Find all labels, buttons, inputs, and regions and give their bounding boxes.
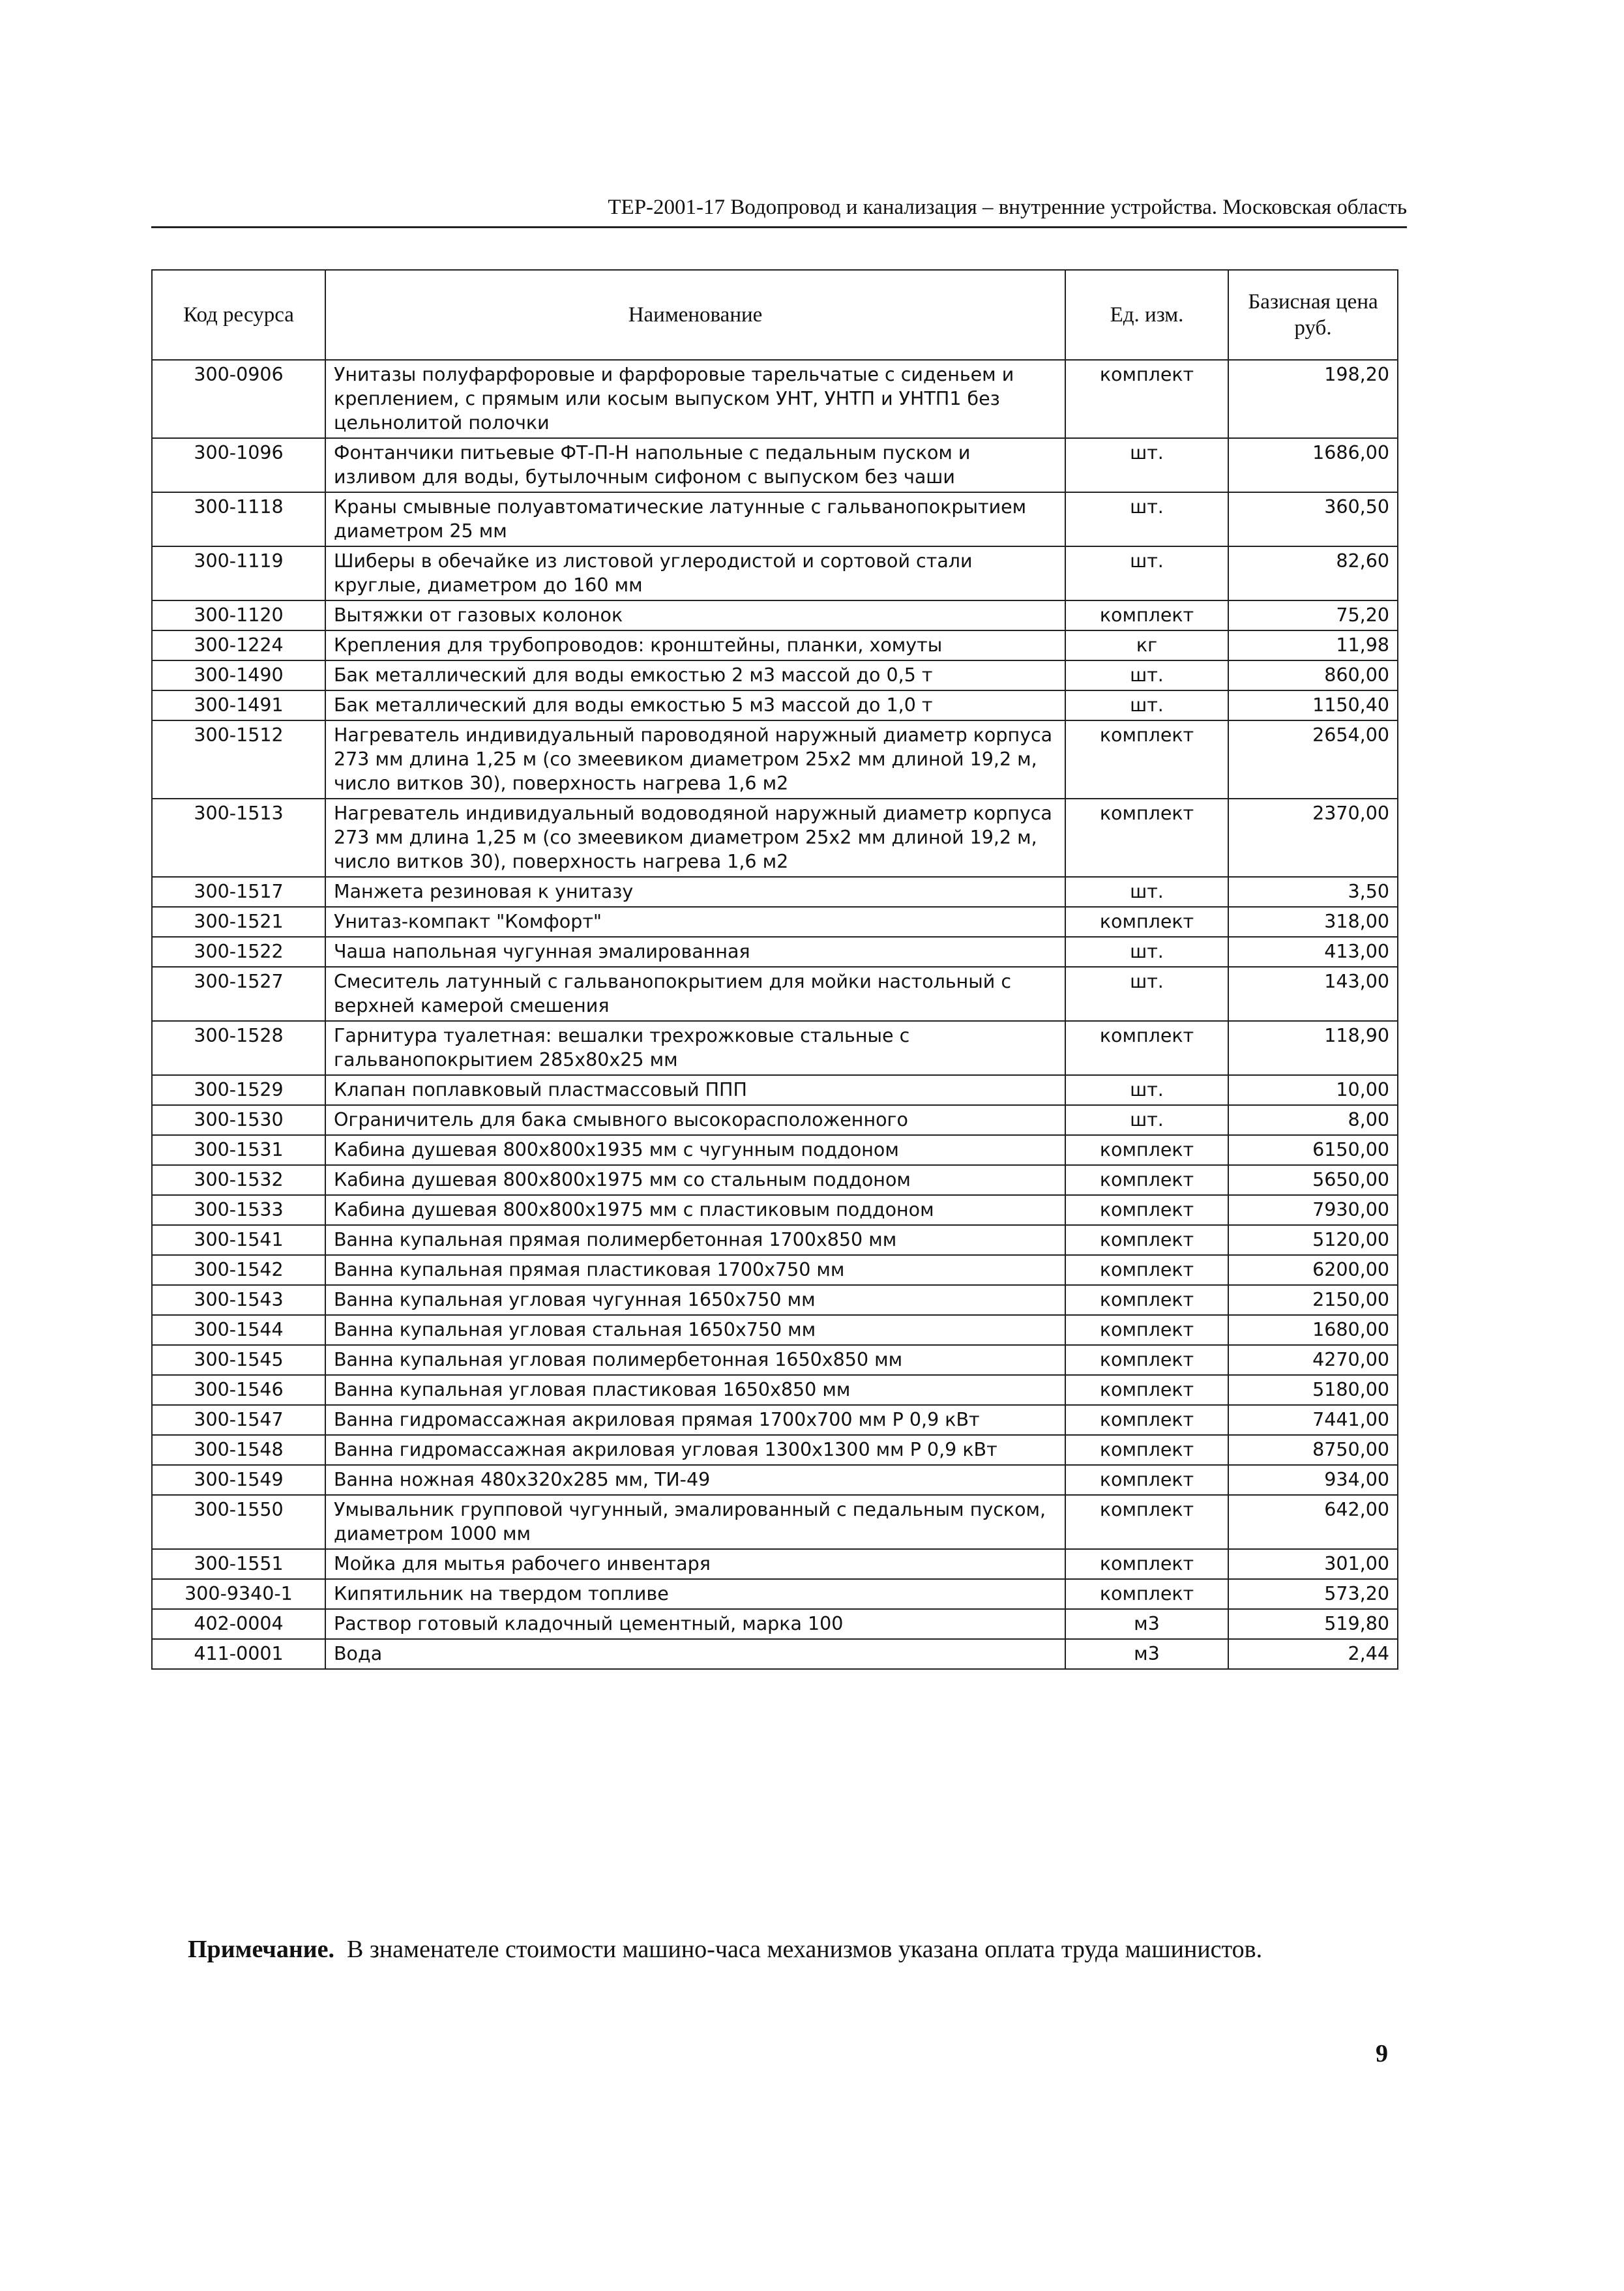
resource-code-cell: 300-1528 (152, 1021, 325, 1075)
table-row (152, 1255, 1398, 1285)
resource-code-cell: 300-1521 (152, 907, 325, 937)
resource-name-cell: Ванна купальная угловая полимербетонная 1650х850 мм (325, 1345, 1065, 1375)
resource-name-cell: Крепления для трубопроводов: кронштейны, планки, хомуты (325, 630, 1065, 660)
unit-cell: шт. (1065, 492, 1228, 546)
footnote-label: Примечание. (188, 1936, 334, 1963)
table-row (152, 907, 1398, 937)
column-header-code: Код ресурса (152, 270, 325, 360)
resource-code-cell: 300-1541 (152, 1225, 325, 1255)
table-row (152, 1285, 1398, 1315)
resource-name-cell: Ванна гидромассажная акриловая угловая 1300х1300 мм Р 0,9 кВт (325, 1435, 1065, 1465)
price-cell: 11,98 (1228, 630, 1398, 660)
resource-name-cell: Ванна гидромассажная акриловая прямая 1700х700 мм Р 0,9 кВт (325, 1405, 1065, 1435)
table-row (152, 360, 1398, 438)
column-header-price: Базисная цена руб. (1228, 270, 1398, 360)
resource-name-cell: Раствор готовый кладочный цементный, марка 100 (325, 1609, 1065, 1639)
unit-cell: шт. (1065, 877, 1228, 907)
table-row (152, 1105, 1398, 1135)
price-cell: 6200,00 (1228, 1255, 1398, 1285)
resource-name-cell: Вода (325, 1639, 1065, 1669)
price-cell: 198,20 (1228, 360, 1398, 438)
resource-code-cell: 300-1543 (152, 1285, 325, 1315)
resource-code-cell: 300-1531 (152, 1135, 325, 1165)
price-cell: 519,80 (1228, 1609, 1398, 1639)
unit-cell: комплект (1065, 1435, 1228, 1465)
resource-code-cell: 300-1532 (152, 1165, 325, 1195)
running-header: ТЕР-2001-17 Водопровод и канализация – внутренние устройства. Московская область (151, 196, 1407, 228)
price-cell: 6150,00 (1228, 1135, 1398, 1165)
resource-code-cell: 300-1550 (152, 1495, 325, 1549)
resource-code-cell: 300-1546 (152, 1375, 325, 1405)
price-cell: 301,00 (1228, 1549, 1398, 1579)
table-row (152, 1495, 1398, 1549)
table-row (152, 1075, 1398, 1105)
resource-code-cell: 300-1551 (152, 1549, 325, 1579)
resource-price-table (151, 269, 1398, 1670)
price-cell: 360,50 (1228, 492, 1398, 546)
resource-name-cell: Кипятильник на твердом топливе (325, 1579, 1065, 1609)
table-row (152, 438, 1398, 492)
resource-code-cell: 300-1545 (152, 1345, 325, 1375)
resource-code-cell: 300-1096 (152, 438, 325, 492)
resource-name-cell: Чаша напольная чугунная эмалированная (325, 937, 1065, 967)
price-cell: 8,00 (1228, 1105, 1398, 1135)
resource-code-cell: 300-1490 (152, 660, 325, 690)
table-row (152, 937, 1398, 967)
resource-code-cell: 300-1513 (152, 799, 325, 877)
price-cell: 2370,00 (1228, 799, 1398, 877)
table-row (152, 1315, 1398, 1345)
unit-cell: комплект (1065, 1225, 1228, 1255)
table-row (152, 1021, 1398, 1075)
price-cell: 573,20 (1228, 1579, 1398, 1609)
resource-name-cell: Ванна купальная угловая стальная 1650х750 мм (325, 1315, 1065, 1345)
table-body (152, 360, 1398, 1669)
unit-cell: комплект (1065, 1375, 1228, 1405)
resource-name-cell: Ванна купальная прямая пластиковая 1700х750 мм (325, 1255, 1065, 1285)
price-cell: 1680,00 (1228, 1315, 1398, 1345)
resource-name-cell: Кабина душевая 800х800х1975 мм со стальным поддоном (325, 1165, 1065, 1195)
resource-code-cell: 300-1542 (152, 1255, 325, 1285)
resource-code-cell: 300-1547 (152, 1405, 325, 1435)
unit-cell: комплект (1065, 600, 1228, 630)
resource-code-cell: 300-1529 (152, 1075, 325, 1105)
table-row (152, 1465, 1398, 1495)
price-cell: 5650,00 (1228, 1165, 1398, 1195)
unit-cell: шт. (1065, 660, 1228, 690)
resource-code-cell: 300-1512 (152, 720, 325, 799)
unit-cell: комплект (1065, 799, 1228, 877)
unit-cell: шт. (1065, 1105, 1228, 1135)
table-row (152, 660, 1398, 690)
table-row (152, 1135, 1398, 1165)
resource-name-cell: Ванна купальная угловая пластиковая 1650х850 мм (325, 1375, 1065, 1405)
table-row (152, 630, 1398, 660)
unit-cell: комплект (1065, 1285, 1228, 1315)
table-row (152, 690, 1398, 720)
table-header-row (152, 270, 1398, 360)
price-cell: 7930,00 (1228, 1195, 1398, 1225)
resource-code-cell: 300-9340-1 (152, 1579, 325, 1609)
resource-code-cell: 402-0004 (152, 1609, 325, 1639)
price-cell: 4270,00 (1228, 1345, 1398, 1375)
resource-name-cell: Нагреватель индивидуальный водоводяной наружный диаметр корпуса 273 мм длина 1,25 м (со змеевиком диаметром 25х2 мм длиной 19,2 м, число витков 30), поверхность нагрева 1,6 м2 (325, 799, 1065, 877)
resource-code-cell: 411-0001 (152, 1639, 325, 1669)
table-row (152, 1405, 1398, 1435)
price-cell: 413,00 (1228, 937, 1398, 967)
unit-cell: комплект (1065, 1195, 1228, 1225)
price-cell: 2,44 (1228, 1639, 1398, 1669)
resource-name-cell: Мойка для мытья рабочего инвентаря (325, 1549, 1065, 1579)
footnote-text: В знаменателе стоимости машино-часа механизмов указана оплата труда машинистов. (346, 1936, 1263, 1963)
price-cell: 118,90 (1228, 1021, 1398, 1075)
unit-cell: комплект (1065, 1345, 1228, 1375)
price-cell: 1150,40 (1228, 690, 1398, 720)
resource-name-cell: Унитаз-компакт "Комфорт" (325, 907, 1065, 937)
unit-cell: м3 (1065, 1639, 1228, 1669)
resource-code-cell: 300-1118 (152, 492, 325, 546)
unit-cell: комплект (1065, 1465, 1228, 1495)
unit-cell: шт. (1065, 937, 1228, 967)
resource-name-cell: Нагреватель индивидуальный пароводяной наружный диаметр корпуса 273 мм длина 1,25 м (со змеевиком диаметром 25х2 мм длиной 19,2 м, число витков 30), поверхность нагрева 1,6 м2 (325, 720, 1065, 799)
unit-cell: комплект (1065, 1165, 1228, 1195)
price-cell: 642,00 (1228, 1495, 1398, 1549)
table-row (152, 877, 1398, 907)
table-row (152, 799, 1398, 877)
unit-cell: комплект (1065, 1549, 1228, 1579)
price-cell: 1686,00 (1228, 438, 1398, 492)
price-cell: 2150,00 (1228, 1285, 1398, 1315)
unit-cell: шт. (1065, 967, 1228, 1021)
price-cell: 5120,00 (1228, 1225, 1398, 1255)
resource-code-cell: 300-1533 (152, 1195, 325, 1225)
resource-name-cell: Ограничитель для бака смывного высокорасположенного (325, 1105, 1065, 1135)
table-row (152, 1345, 1398, 1375)
table-row (152, 546, 1398, 600)
resource-code-cell: 300-1548 (152, 1435, 325, 1465)
table-row (152, 1375, 1398, 1405)
unit-cell: шт. (1065, 546, 1228, 600)
unit-cell: шт. (1065, 1075, 1228, 1105)
resource-code-cell: 300-1522 (152, 937, 325, 967)
table-row (152, 1609, 1398, 1639)
unit-cell: кг (1065, 630, 1228, 660)
resource-name-cell: Умывальник групповой чугунный, эмалированный с педальным пуском, диаметром 1000 мм (325, 1495, 1065, 1549)
price-cell: 7441,00 (1228, 1405, 1398, 1435)
footnote (188, 1935, 1262, 1964)
resource-name-cell: Кабина душевая 800х800х1975 мм с пластиковым поддоном (325, 1195, 1065, 1225)
resource-code-cell: 300-1120 (152, 600, 325, 630)
unit-cell: комплект (1065, 1135, 1228, 1165)
resource-code-cell: 300-1224 (152, 630, 325, 660)
table-row (152, 1579, 1398, 1609)
unit-cell: комплект (1065, 1579, 1228, 1609)
price-cell: 8750,00 (1228, 1435, 1398, 1465)
resource-name-cell: Бак металлический для воды емкостью 2 м3 массой до 0,5 т (325, 660, 1065, 690)
table-row (152, 1435, 1398, 1465)
resource-code-cell: 300-1491 (152, 690, 325, 720)
resource-name-cell: Манжета резиновая к унитазу (325, 877, 1065, 907)
resource-code-cell: 300-1119 (152, 546, 325, 600)
table-row (152, 1639, 1398, 1669)
unit-cell: комплект (1065, 1495, 1228, 1549)
price-cell: 143,00 (1228, 967, 1398, 1021)
resource-name-cell: Клапан поплавковый пластмассовый ППП (325, 1075, 1065, 1105)
resource-name-cell: Ванна купальная прямая полимербетонная 1700х850 мм (325, 1225, 1065, 1255)
price-cell: 860,00 (1228, 660, 1398, 690)
price-cell: 75,20 (1228, 600, 1398, 630)
price-cell: 82,60 (1228, 546, 1398, 600)
unit-cell: м3 (1065, 1609, 1228, 1639)
resource-code-cell: 300-1517 (152, 877, 325, 907)
column-header-unit: Ед. изм. (1065, 270, 1228, 360)
resource-name-cell: Краны смывные полуавтоматические латунные с гальванопокрытием диаметром 25 мм (325, 492, 1065, 546)
unit-cell: комплект (1065, 907, 1228, 937)
unit-cell: комплект (1065, 1315, 1228, 1345)
unit-cell: комплект (1065, 1255, 1228, 1285)
resource-name-cell: Фонтанчики питьевые ФТ-П-Н напольные с педальным пуском и изливом для воды, бутылочным сифоном с выпуском без чаши (325, 438, 1065, 492)
price-cell: 5180,00 (1228, 1375, 1398, 1405)
resource-name-cell: Шиберы в обечайке из листовой углеродистой и сортовой стали круглые, диаметром до 160 мм (325, 546, 1065, 600)
resource-name-cell: Унитазы полуфарфоровые и фарфоровые тарельчатые с сиденьем и креплением, с прямым или косым выпуском УНТ, УНТП и УНТП1 без цельнолитой полочки (325, 360, 1065, 438)
price-cell: 10,00 (1228, 1075, 1398, 1105)
price-cell: 3,50 (1228, 877, 1398, 907)
table-row (152, 1195, 1398, 1225)
table-row (152, 1165, 1398, 1195)
resource-code-cell: 300-1527 (152, 967, 325, 1021)
unit-cell: комплект (1065, 360, 1228, 438)
resource-code-cell: 300-1549 (152, 1465, 325, 1495)
column-header-name: Наименование (325, 270, 1065, 360)
resource-name-cell: Бак металлический для воды емкостью 5 м3 массой до 1,0 т (325, 690, 1065, 720)
resource-code-cell: 300-0906 (152, 360, 325, 438)
resource-name-cell: Вытяжки от газовых колонок (325, 600, 1065, 630)
resource-name-cell: Смеситель латунный с гальванопокрытием для мойки настольный с верхней камерой смешения (325, 967, 1065, 1021)
table-row (152, 967, 1398, 1021)
price-cell: 2654,00 (1228, 720, 1398, 799)
table-row (152, 492, 1398, 546)
unit-cell: шт. (1065, 690, 1228, 720)
resource-name-cell: Ванна купальная угловая чугунная 1650х750 мм (325, 1285, 1065, 1315)
price-cell: 318,00 (1228, 907, 1398, 937)
resource-name-cell: Гарнитура туалетная: вешалки трехрожковые стальные с гальванопокрытием 285х80х25 мм (325, 1021, 1065, 1075)
table-row (152, 720, 1398, 799)
table-row (152, 1549, 1398, 1579)
table-row (152, 600, 1398, 630)
resource-name-cell: Кабина душевая 800х800х1935 мм с чугунным поддоном (325, 1135, 1065, 1165)
price-cell: 934,00 (1228, 1465, 1398, 1495)
unit-cell: комплект (1065, 720, 1228, 799)
resource-code-cell: 300-1530 (152, 1105, 325, 1135)
page-number: 9 (1376, 2040, 1388, 2067)
unit-cell: комплект (1065, 1021, 1228, 1075)
table-row (152, 1225, 1398, 1255)
unit-cell: комплект (1065, 1405, 1228, 1435)
resource-code-cell: 300-1544 (152, 1315, 325, 1345)
resource-name-cell: Ванна ножная 480х320х285 мм, ТИ-49 (325, 1465, 1065, 1495)
unit-cell: шт. (1065, 438, 1228, 492)
